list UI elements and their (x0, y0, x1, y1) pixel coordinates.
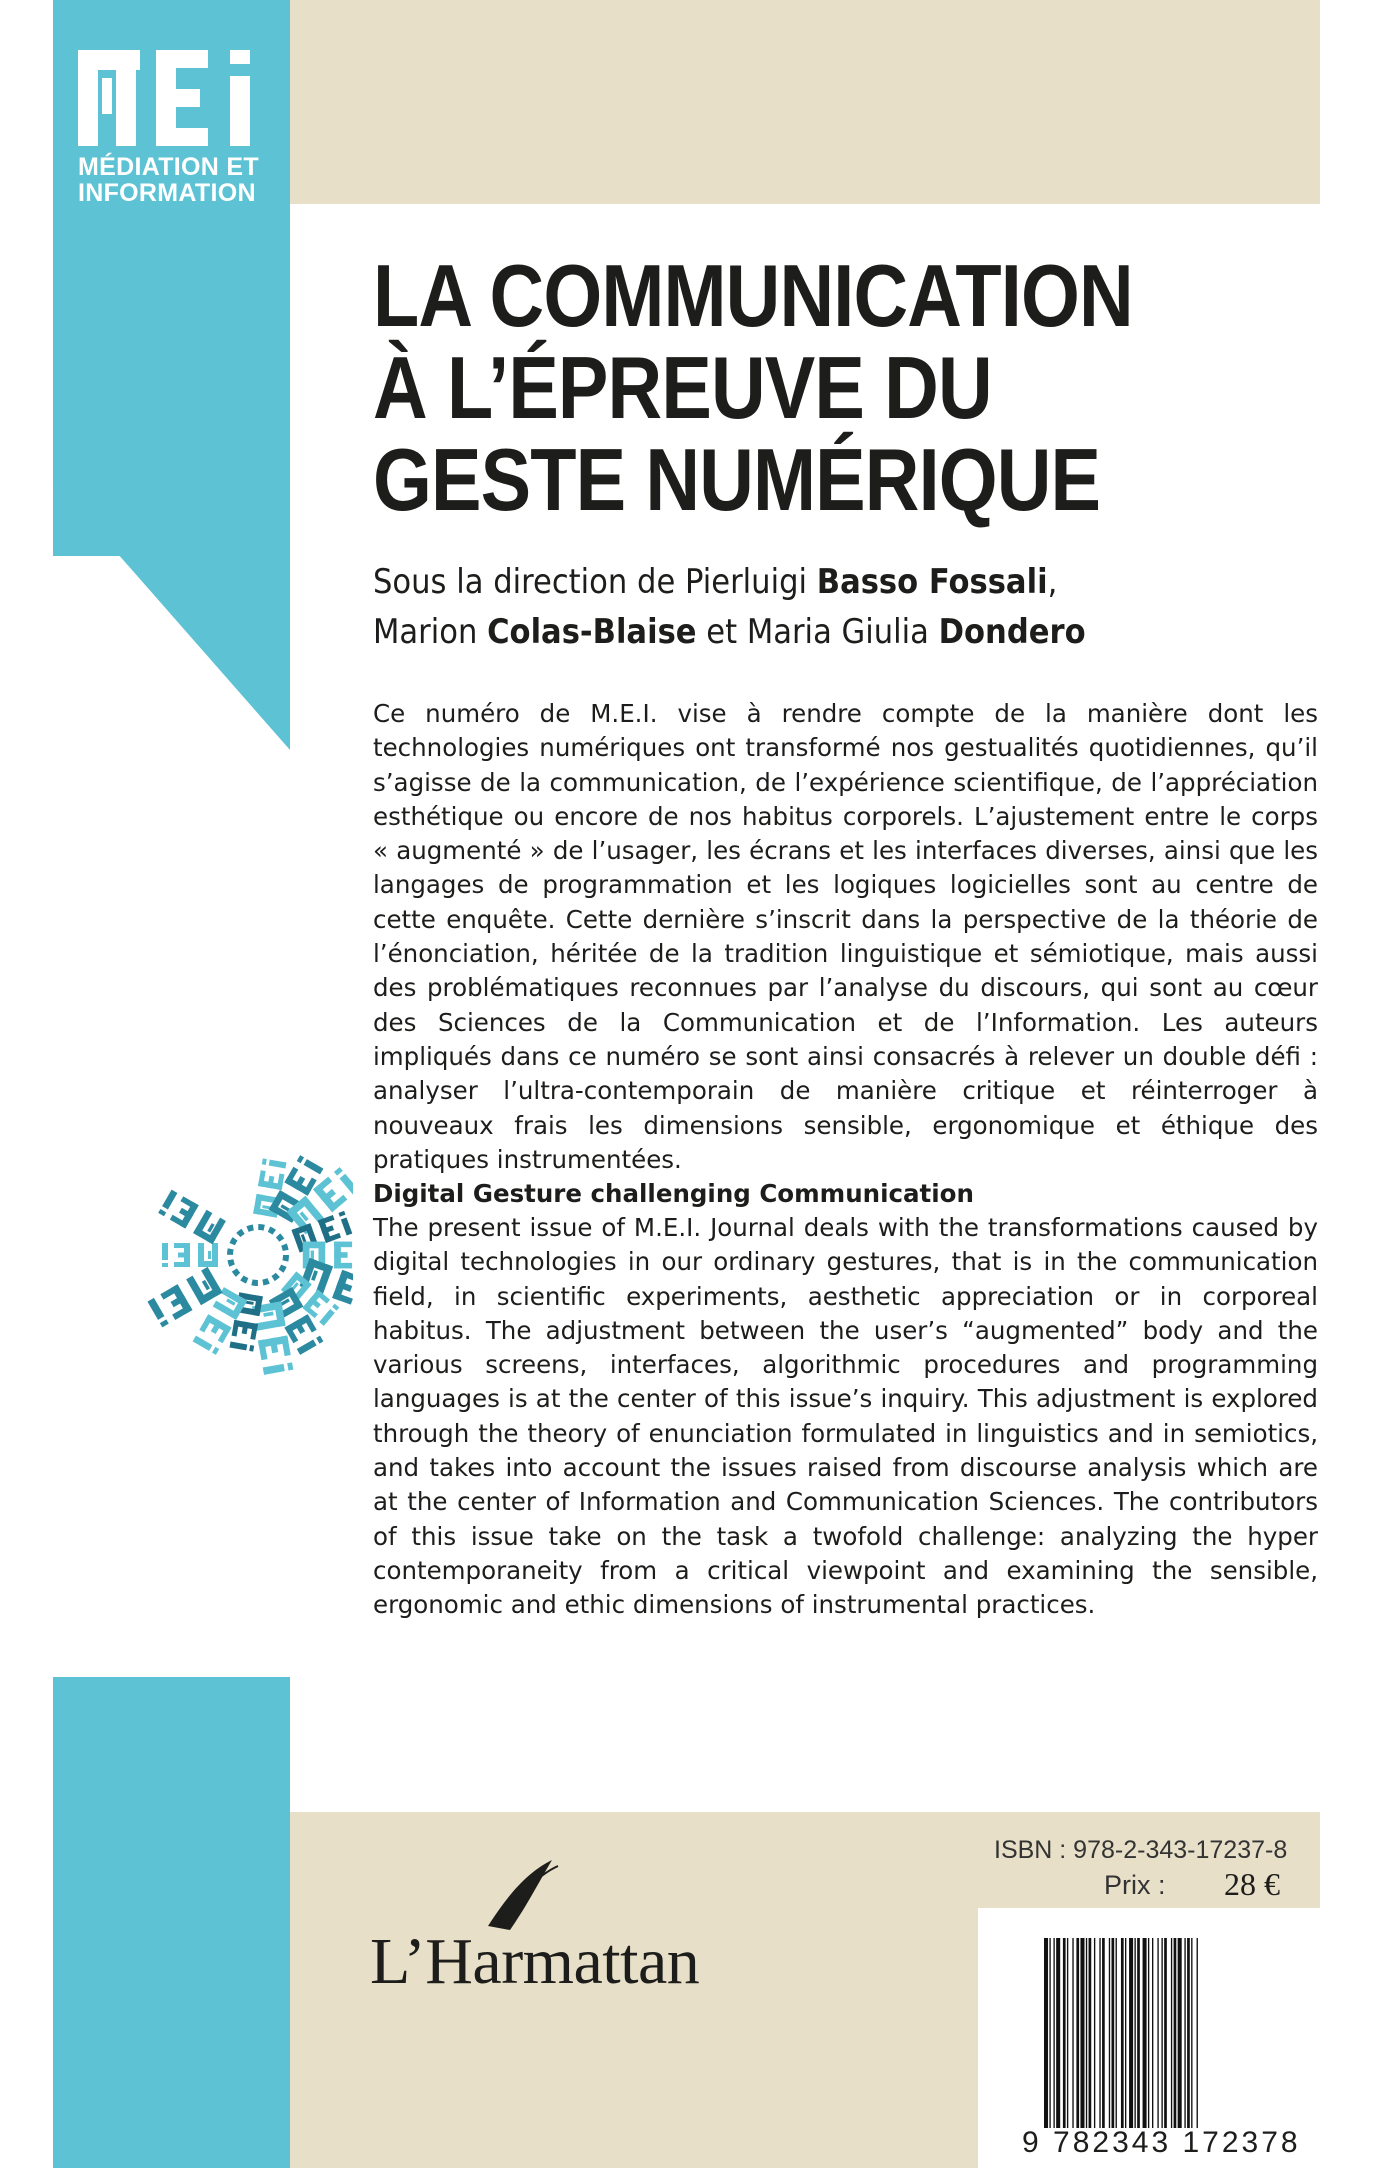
book-title (373, 246, 1190, 529)
title-line-3: GESTE NUMÉRIQUE (373, 430, 1101, 529)
editors-line-1 (373, 557, 1237, 607)
editor-3-name: Dondero (938, 612, 1086, 652)
barcode-bar (1112, 1938, 1115, 2128)
price-value: 28 € (1224, 1866, 1280, 1902)
barcode-bar (1152, 1938, 1153, 2128)
mei-mark (162, 1243, 218, 1267)
barcode-bar (1102, 1938, 1105, 2128)
barcode-bar (1067, 1938, 1068, 2128)
barcode-bar (1049, 1938, 1050, 2128)
editors-line-2 (373, 607, 1237, 657)
barcode-bar (1063, 1938, 1066, 2128)
price-label: Prix : (1104, 1870, 1166, 1900)
barcode-bar (1072, 1938, 1073, 2128)
barcode-bar (1148, 1938, 1149, 2128)
barcode-bar (1089, 1938, 1092, 2128)
left-blue-band-bottom (53, 1677, 290, 2168)
editors-comma: , (1047, 562, 1058, 602)
barcode-bar (1143, 1938, 1147, 2128)
english-heading: Digital Gesture challenging Communication (373, 1179, 974, 1208)
barcode-bar (1171, 1938, 1172, 2128)
barcode-bar (1184, 1938, 1185, 2128)
barcode-bar (1174, 1938, 1177, 2128)
barcode-bar (1044, 1938, 1048, 2128)
barcode-digits: 9 782343 172378 (1022, 2126, 1301, 2159)
mei-starburst-icon (53, 985, 353, 1505)
barcode-bar (1178, 1938, 1182, 2128)
barcode-bar (1129, 1938, 1133, 2128)
right-margin (1320, 0, 1400, 2168)
isbn: ISBN : 978-2-343-17237-8 (994, 1836, 1288, 1864)
publisher-name: L’Harmattan (370, 1925, 700, 1998)
left-blue-triangle (53, 480, 290, 750)
barcode-bar (1109, 1938, 1110, 2128)
starburst-hub (230, 1227, 286, 1283)
barcode-bar (1187, 1938, 1190, 2128)
barcode-bar (1197, 1938, 1198, 2128)
english-abstract: The present issue of M.E.I. Journal deals with the transformations caused by digital technologies in our ordinary gestures, that is in the communication field, in scientific experiments, aesthetic appreciation or in corporeal habitus. The adjustment between the user’s “augmented” body and the various screens, interfaces, algorithmic procedures and programming languages is at the center of this issue’s inquiry. This adjustment is explored through the theory of enunciation formulated in linguistics and in semiotics, and takes into account the issues raised from discourse analysis which are at the center of Information and Communication Sciences. The contributors of this issue take on the task a twofold challenge: analyzing the hyper contemporaneity from a critical viewpoint and examining the sensible, ergonomic and ethic dimensions of instrumental practices. (373, 1213, 1318, 1620)
editor-1-name: Basso Fossali (816, 562, 1048, 602)
logo-line-2: INFORMATION (78, 179, 256, 207)
logo-line-1: MÉDIATION ET (78, 153, 259, 181)
barcode-bar (1157, 1938, 1158, 2128)
editors-connector: et Maria Giulia (696, 612, 939, 652)
barcode-bar (1056, 1938, 1060, 2128)
barcode-bar (1099, 1938, 1100, 2128)
barcode-bar (1076, 1938, 1079, 2128)
barcode-bar (1191, 1938, 1192, 2128)
barcode-bar (1080, 1938, 1084, 2128)
barcode-bar (1121, 1938, 1124, 2128)
french-abstract: Ce numéro de M.E.I. vise à rendre compte de la manière dont les technologies numériques ont transformé nos gestualités quotidiennes, qu’il s’agisse de la communication, de l’expérience scientifique, de l’appréciation esthétique ou encore de nos habitus corporels. L’ajustement entre le corps « augmenté » de l’usager, les écrans et les interfaces diverses, ainsi que les langages de programmation et les logiques logicielles sont au centre de cette enquête. Cette dernière s’inscrit dans la perspective de la théorie de l’énonciation, héritée de la tradition linguistique et sémiotique, mais aussi des problématiques reconnues par l’analyse du discours, qui sont au cœur des Sciences de la Communication et de l’Information. Les auteurs impliqués dans ce numéro se sont ainsi consacrés à relever un double défi : analyser l’ultra-contemporain de manière critique et réinterroger à nouveaux frais les dimensions sensible, ergonomique et éthique des pratiques instrumentées. (373, 699, 1318, 1174)
barcode-bar (1164, 1938, 1167, 2128)
barcode-bar (1161, 1938, 1162, 2128)
title-line-2: À L’ÉPREUVE DU (373, 338, 992, 437)
barcode-bar (1053, 1938, 1054, 2128)
editor-2-first: Marion (373, 612, 488, 652)
logo-subtitle (78, 154, 278, 206)
mei-logo-icon (78, 50, 264, 146)
barcode-bar (1137, 1938, 1140, 2128)
mei-mark (281, 1272, 339, 1326)
barcode-bar (1116, 1938, 1117, 2128)
top-beige-band (290, 0, 1320, 204)
barcode-bar (1094, 1938, 1095, 2128)
title-line-1: LA COMMUNICATION (373, 246, 1133, 345)
mei-mark (158, 1190, 226, 1245)
barcode-bar (1134, 1938, 1135, 2128)
barcode-bar (1125, 1938, 1126, 2128)
editors (373, 557, 1237, 657)
barcode-bar (1086, 1938, 1087, 2128)
editors-prefix: Sous la direction de Pierluigi (373, 562, 817, 602)
barcode-icon (1044, 1938, 1312, 2128)
editor-2-name: Colas-Blaise (487, 612, 697, 652)
